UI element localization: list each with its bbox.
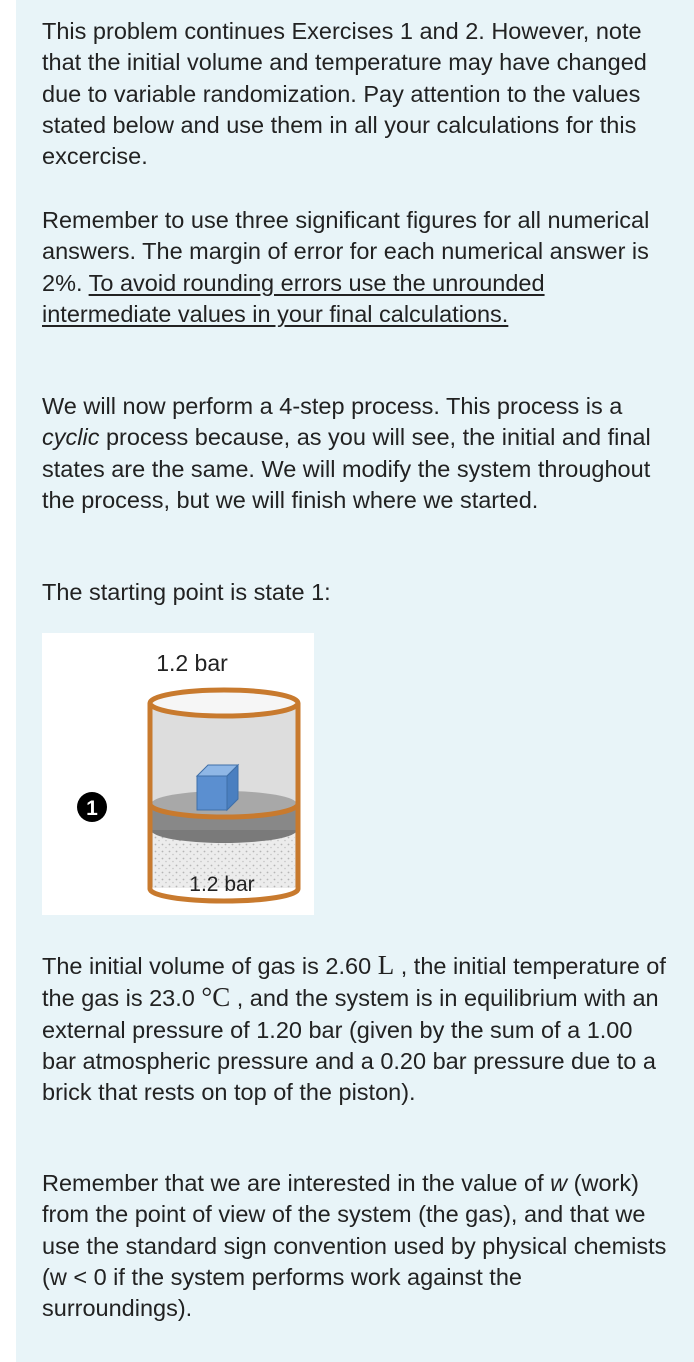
- cyclic-emphasis: cyclic: [42, 424, 100, 451]
- starting-point-paragraph: The starting point is state 1:: [42, 579, 331, 605]
- initial-conditions-paragraph: [42, 950, 670, 1108]
- work-text-start: Remember that we are interested in the value of: [42, 1170, 551, 1196]
- process-text-end: process because, as you will see, the initial and final states are the same. We will modify the system throughout the process, but we will finish where we started.: [42, 424, 651, 513]
- gas-pressure-label: 1.2 bar: [189, 873, 255, 896]
- work-text-end: (work) from the point of view of the system (the gas), and that we use the standard sign convention used by physical chemists (w < 0 if the system performs work against the surroundings).: [42, 1170, 667, 1322]
- rounding-note: To avoid rounding errors use the unrounded intermediate values in your final calculations.: [42, 269, 545, 327]
- volume-unit: L: [377, 950, 395, 980]
- significant-figures-paragraph: [42, 205, 670, 330]
- cylinder-top-rim: [150, 690, 298, 716]
- state-1-figure: [42, 633, 314, 915]
- state-number: 1: [86, 797, 98, 820]
- temperature-unit: °C: [201, 982, 231, 1013]
- brick-front: [197, 776, 227, 810]
- intro-paragraph: This problem continues Exercises 1 and 2. However, note that the initial volume and temperature may have changed due to variable randomization. Pay attention to the values stated below and use them in all your calculations for this excercise.: [42, 18, 647, 170]
- pressure-text: , and the system is in equilibrium with an external pressure of 1.20 bar (given by the sum of a 1.00 bar atmospheric pressure and a 0.20 bar pressure due to a brick that rests on top of the piston).: [42, 985, 659, 1106]
- work-sign-paragraph: [42, 1168, 670, 1324]
- significant-figures-text: Remember to use three significant figures for all numerical answers. The margin of error for each numerical answer is 2%.: [42, 207, 650, 296]
- volume-text: The initial volume of gas is 2.60: [42, 953, 378, 979]
- process-text-start: We will now perform a 4-step process. This process is a: [42, 393, 623, 419]
- top-pressure-label: 1.2 bar: [156, 650, 228, 676]
- temperature-text: , the initial temperature of the gas is 23.0: [42, 953, 666, 1012]
- piston-cylinder-diagram: [42, 633, 314, 915]
- process-paragraph: [42, 391, 670, 516]
- work-symbol: w: [550, 1170, 568, 1196]
